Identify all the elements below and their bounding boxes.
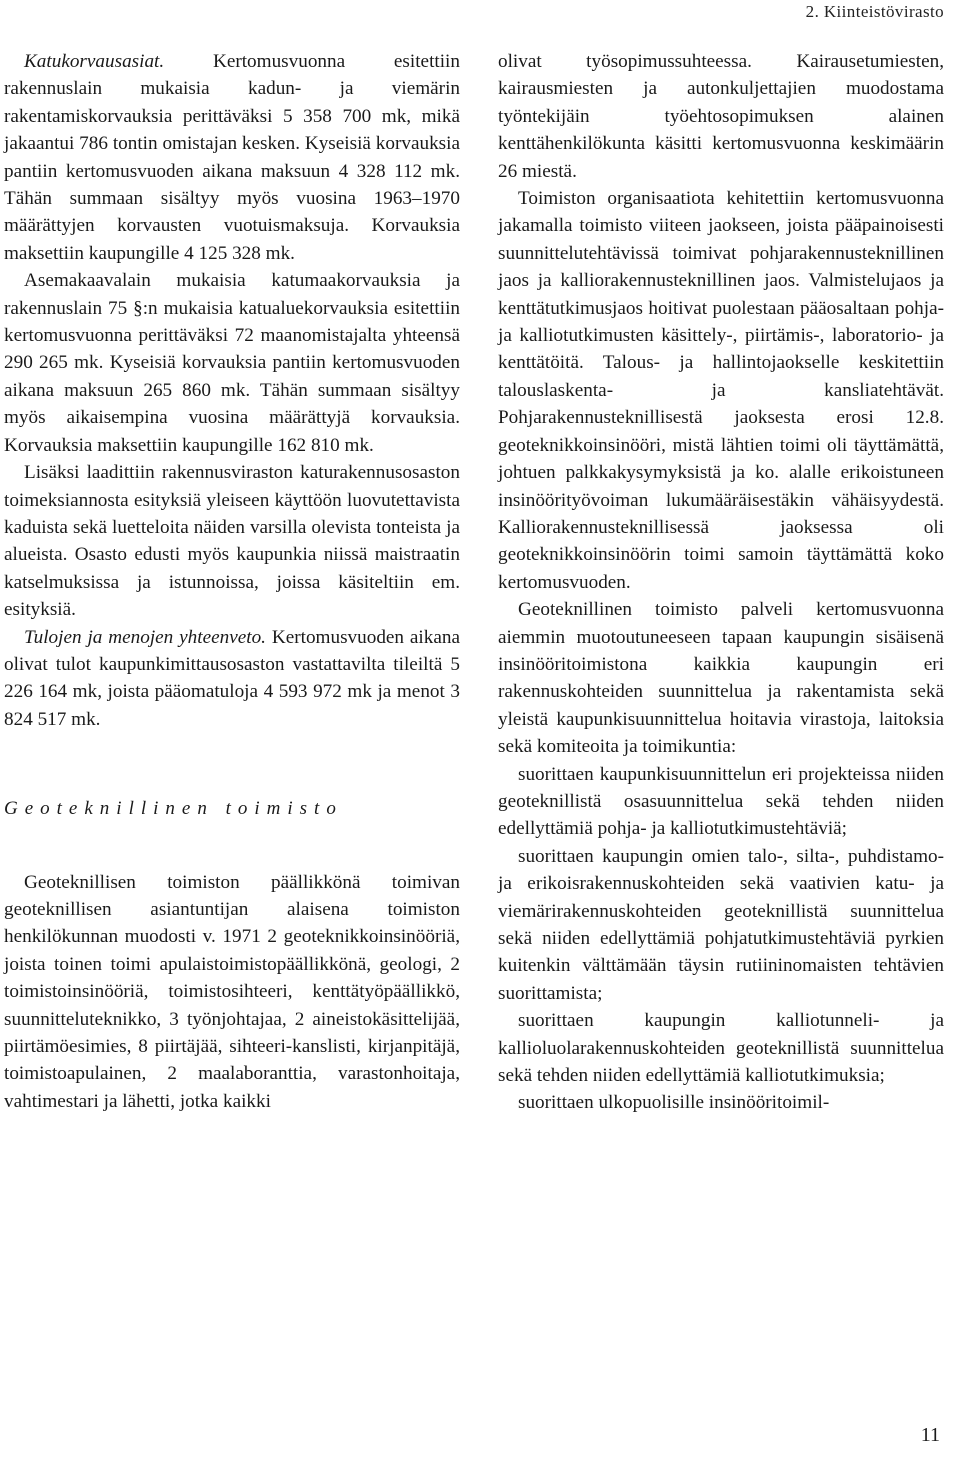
paragraph-text: Kertomusvuonna esitettiin rakennuslain mukaisia kadun- ja viemärin rakentamiskorvauksia perittäväksi 5 358 700 mk, mikä jakaantui 786 tontin omistajan kesken. Kyseisiä korvauksia pantiin kertomusvuoden aikana maksuun 4 328 112 mk. Tähän summaan sisältyy myös vuosina 1963–1970 määrättyjen korvausten vuotuismaksuja. Korvauksia maksettiin kaupungille 4 125 328 mk. [4, 51, 460, 264]
section-heading: Geoteknillinen toimisto [4, 798, 343, 820]
list-item-external-offices: suorittaen ulkopuolisille insinööritoimil- [518, 1092, 830, 1114]
list-item-city-planning: suorittaen kaupunkisuunnittelun eri projekteissa niiden geoteknillistä osasuunnittelua sekä tehden niiden edellyttämiä pohja- ja kalliotutkimustehtäviä; [498, 763, 944, 840]
paragraph-title: Tulojen ja menojen yhteenveto. [24, 626, 266, 648]
paragraph-services: Geoteknillinen toimisto palveli kertomusvuonna aiemmin muotoutuneeseen tapaan kaupungin sisäisenä insinööritoimistona kaikkia kaupungin eri rakennuskohteiden suunnittelua ja rakentamista sekä yleistä kaupunkisuunnittelua hoitavia virastoja, laitoksia sekä komiteoita ja toimikuntia: [498, 599, 944, 758]
paragraph-text: Kertomusvuoden aikana olivat tulot kaupunkimittausosaston vastattavilta tileiltä 5 226 164 mk, joista pääomatuloja 4 593 972 mk ja menot 3 824 517 mk. [4, 626, 460, 730]
paragraph-additional-proposals: Lisäksi laadittiin rakennusviraston katurakennusosaston toimeksiannosta esityksiä yleiseen käyttöön luovutettavista kaduista sekä luetteloita näiden varsilla olevista tonteista ja alueista. Osasto edusti myös kaupunkia niissä maistraatin katselmuksissa ja istunnoissa, joissa käsiteltiin em. esityksiä. [4, 462, 460, 621]
left-column [4, 48, 460, 1115]
paragraph-street-land-compensation: Asemakaavalain mukaisia katumaakorvauksia ja rakennuslain 75 §:n mukaisia katualuekorvauksia esitettiin kertomusvuonna perittäväksi 72 maanomistajalta yhteensä 290 265 mk. Kyseisiä korvauksia pantiin kertomusvuoden aikana maksuun 265 860 mk. Tähän summaan sisältyy myös aikaisempina vuosina määrättyjä korvauksia. Korvauksia maksettiin kaupungille 162 810 mk. [4, 270, 460, 456]
paragraph-income-summary [4, 624, 460, 734]
paragraph-organisation: Toimiston organisaatiota kehitettiin kertomusvuonna jakamalla toimisto viiteen jaokseen, joista pääpainoisesti suunnittelutehtävissä toimivat pohjarakennusteknillinen jaos ja kalliorakennusteknillinen jaos. Valmistelujaos ja kenttätutkimusjaos hoitivat puolestaan pääosaltaan pohja- ja kalliotutkimusten käsittely-, piirtämis-, laboratorio- ja kenttätöitä. Talous- ja hallintojaokselle keskitettiin talouslaskenta- ja kansliatehtävät. Pohjarakennusteknillisestä jaoksesta erosi 12.8. geoteknikkoinsinööri, mistä lähtien toimi oli täyttämättä, johtuen palkkakysymyksistä ja ko. alalle erikoistuneen insinöörityövoiman lukumääräisestäkin vähäisyydestä. Kalliorakennusteknillisessä jaoksessa oli geoteknikkoinsinöörin toimi samoin täyttämättä koko kertomusvuoden. [498, 188, 944, 593]
list-item-building-projects: suorittaen kaupungin omien talo-, silta-, puhdistamo- ja erikoisrakennuskohteiden sekä vaativien katu- ja viemärirakennuskohteiden geoteknillistä suunnittelua sekä niiden edellyttämiä pohjatutkimustehtäviä pyrkien kuitenkin välttämään täysin rutiininomaisten tehtävien suorittamista; [498, 845, 944, 1004]
paragraph-staff-continued: olivat työsopimussuhteessa. Kairausetumiesten, kairausmiesten ja autonkuljettajien muodostama työntekijäin työehtosopimuksen alainen kenttähenkilökunta käsitti kertomusvuonna keskimäärin 26 miestä. [498, 51, 944, 182]
paragraph-street-compensation [4, 48, 460, 267]
paragraph-title: Katukorvausasiat. [24, 51, 165, 72]
page-number: 11 [920, 1424, 940, 1446]
paragraph-office-staff: Geoteknillisen toimiston päällikkönä toimivan geoteknillisen asiantuntijan alaisena toimiston henkilökunnan muodosti v. 1971 2 geoteknikkoinsinööriä, joista toinen toimi apulaistoimistopäällikkönä, geologi, 2 toimistoinsinööriä, toimistosihteeri, kenttätyöpäällikkö, suunnitteluteknikko, 3 työnjohtajaa, 2 aineistokäsittelijää, piirtämöesimies, 8 piirtäjää, sihteeri-kanslisti, kirjanpitäjä, toimistoapulainen, 2 maalaboranttia, varastonhoitaja, vahtimestari ja lähetti, jotka kaikki [4, 871, 460, 1112]
running-header: 2. Kiinteistövirasto [805, 2, 944, 21]
list-item-rock-tunnels: suorittaen kaupungin kalliotunneli- ja kallioluolarakennuskohteiden geoteknillistä suunnittelua sekä tehden niiden edellyttämiä kalliotutkimuksia; [498, 1010, 944, 1087]
right-column [498, 48, 944, 1117]
